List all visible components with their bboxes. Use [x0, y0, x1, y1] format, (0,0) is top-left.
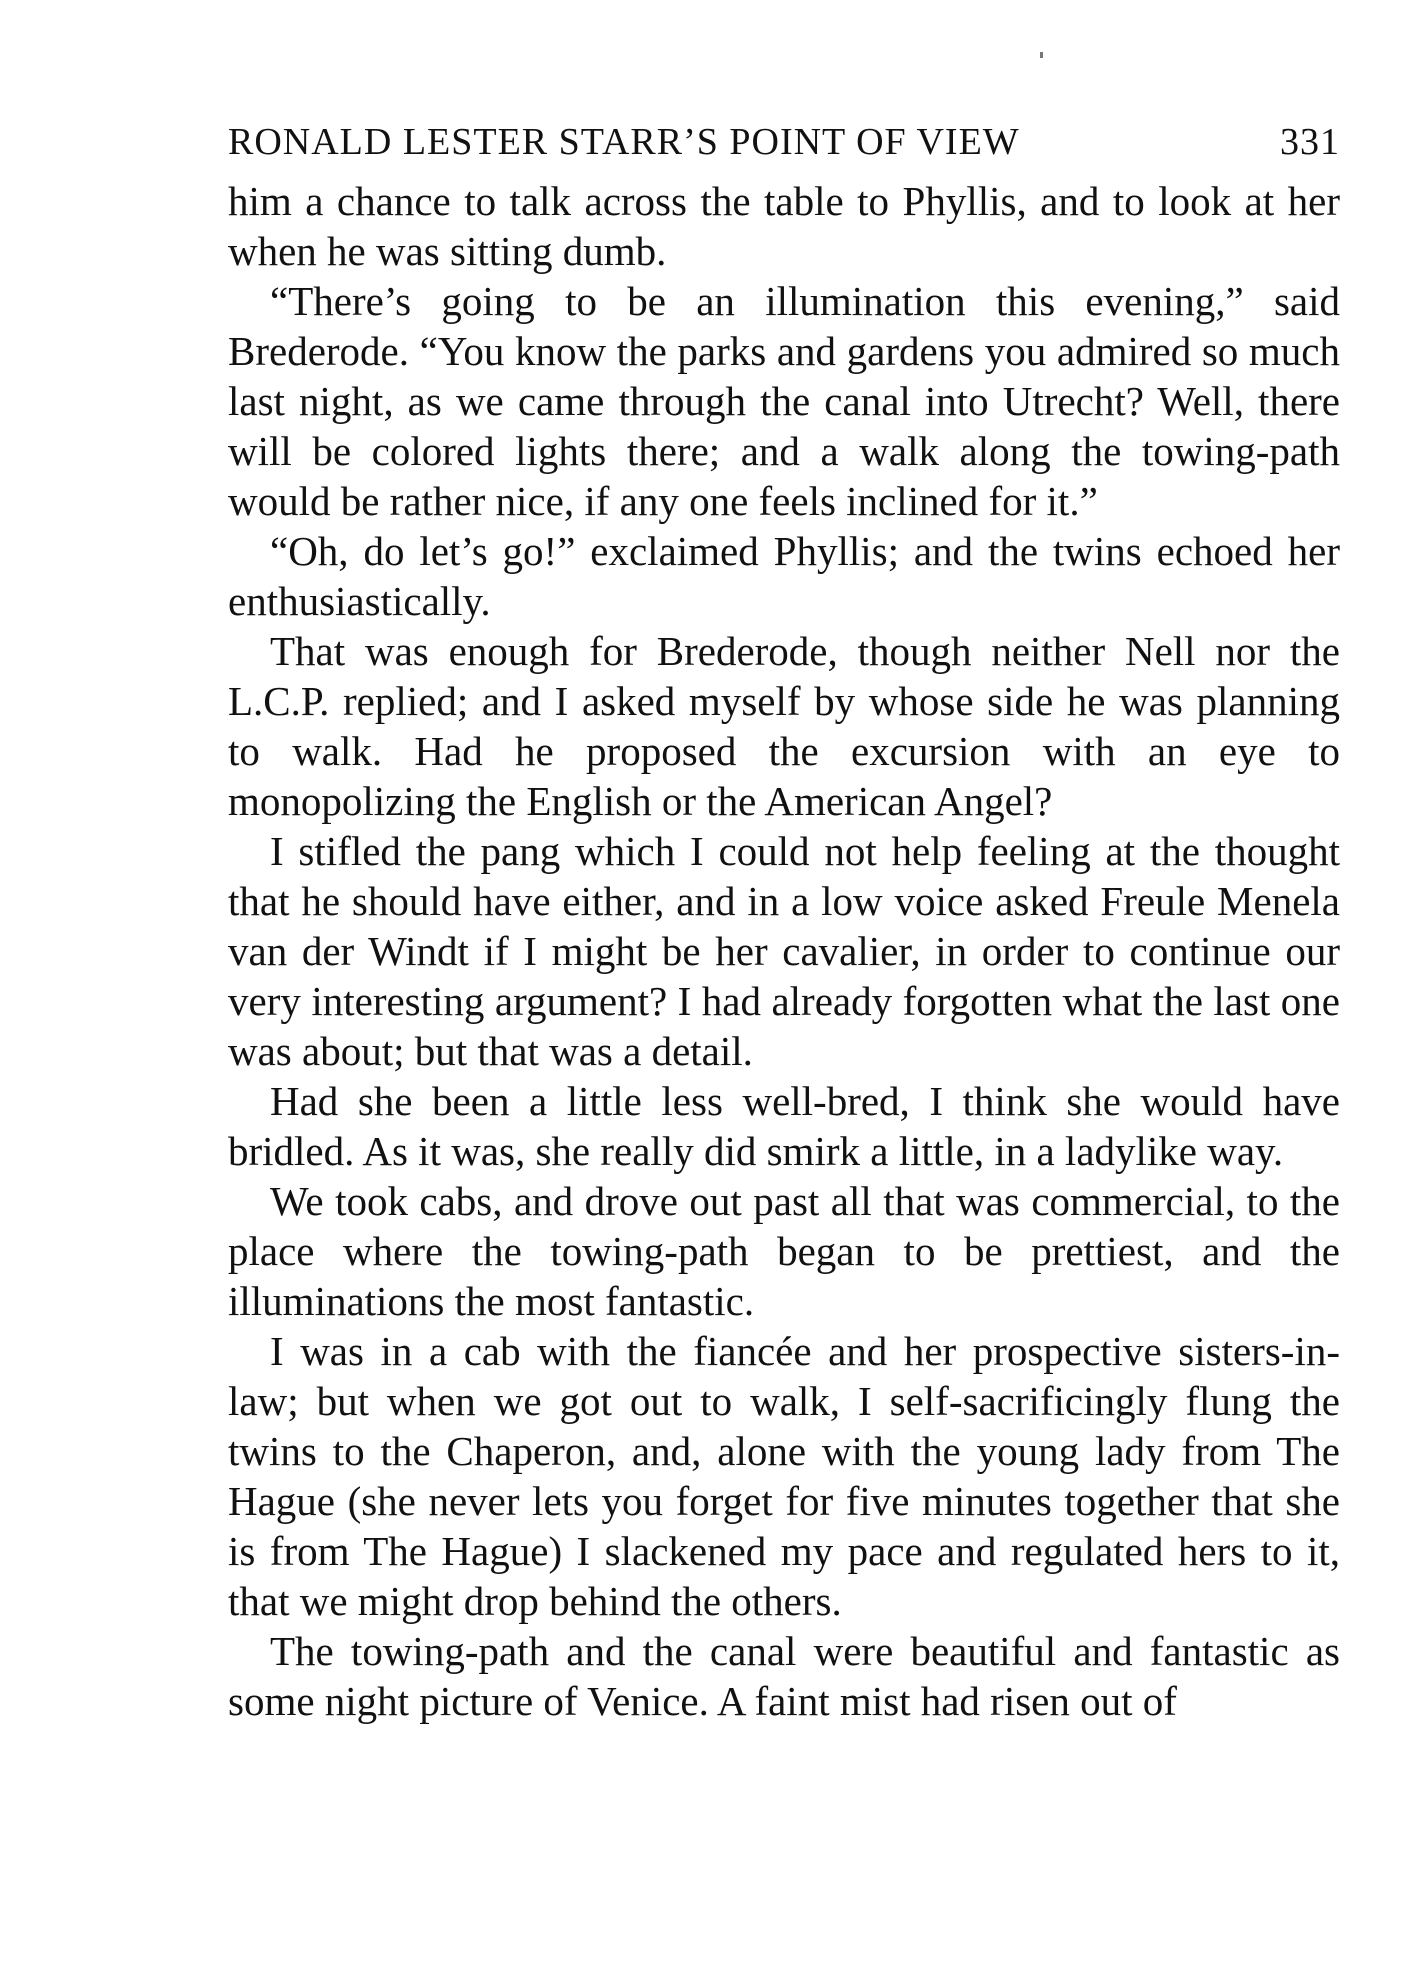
paragraph-continues: The towing-path and the canal were beautiful and fantastic as some night picture of Venice. A faint mist had risen out of	[228, 1628, 1340, 1724]
paragraph: “Oh, do let’s go!” exclaimed Phyllis; and the twins echoed her enthusiastically.	[228, 528, 1340, 624]
paragraph: That was enough for Brederode, though neither Nell nor the L.C.P. replied; and I asked myself by whose side he was planning to walk. Had he proposed the excursion with an eye to monopolizing the English or the American Angel?	[228, 628, 1340, 824]
running-head	[228, 112, 1340, 172]
paragraph: I stifled the pang which I could not help feeling at the thought that he should have either, and in a low voice asked Freule Menela van der Windt if I might be her cavalier, in order to continue our very interesting argument? I had already forgotten what the last one was about; but that was a detail.	[228, 828, 1340, 1074]
paragraph: We took cabs, and drove out past all that was commercial, to the place where the towing-path began to be prettiest, and the illuminations the most fantastic.	[228, 1178, 1340, 1324]
paragraph-continued: him a chance to talk across the table to Phyllis, and to look at her when he was sitting dumb.	[228, 178, 1340, 274]
page-number: 331	[1280, 121, 1340, 163]
running-head-title: RONALD LESTER STARR’S POINT OF VIEW	[228, 121, 1020, 163]
scan-speck	[1040, 52, 1043, 58]
paragraph: Had she been a little less well-bred, I think she would have bridled. As it was, she really did smirk a little, in a ladylike way.	[228, 1078, 1340, 1174]
paragraph: “There’s going to be an illumination this evening,” said Brederode. “You know the parks and gardens you admired so much last night, as we came through the canal into Utrecht? Well, there will be colored lights there; and a walk along the towing-path would be rather nice, if any one feels inclined for it.”	[228, 278, 1340, 524]
body-text	[228, 176, 1340, 1726]
paragraph: I was in a cab with the fiancée and her prospective sisters-in-law; but when we got out to walk, I self-sacrificingly flung the twins to the Chaperon, and, alone with the young lady from The Hague (she never lets you forget for five minutes together that she is from The Hague) I slackened my pace and regulated hers to it, that we might drop behind the others.	[228, 1328, 1340, 1624]
